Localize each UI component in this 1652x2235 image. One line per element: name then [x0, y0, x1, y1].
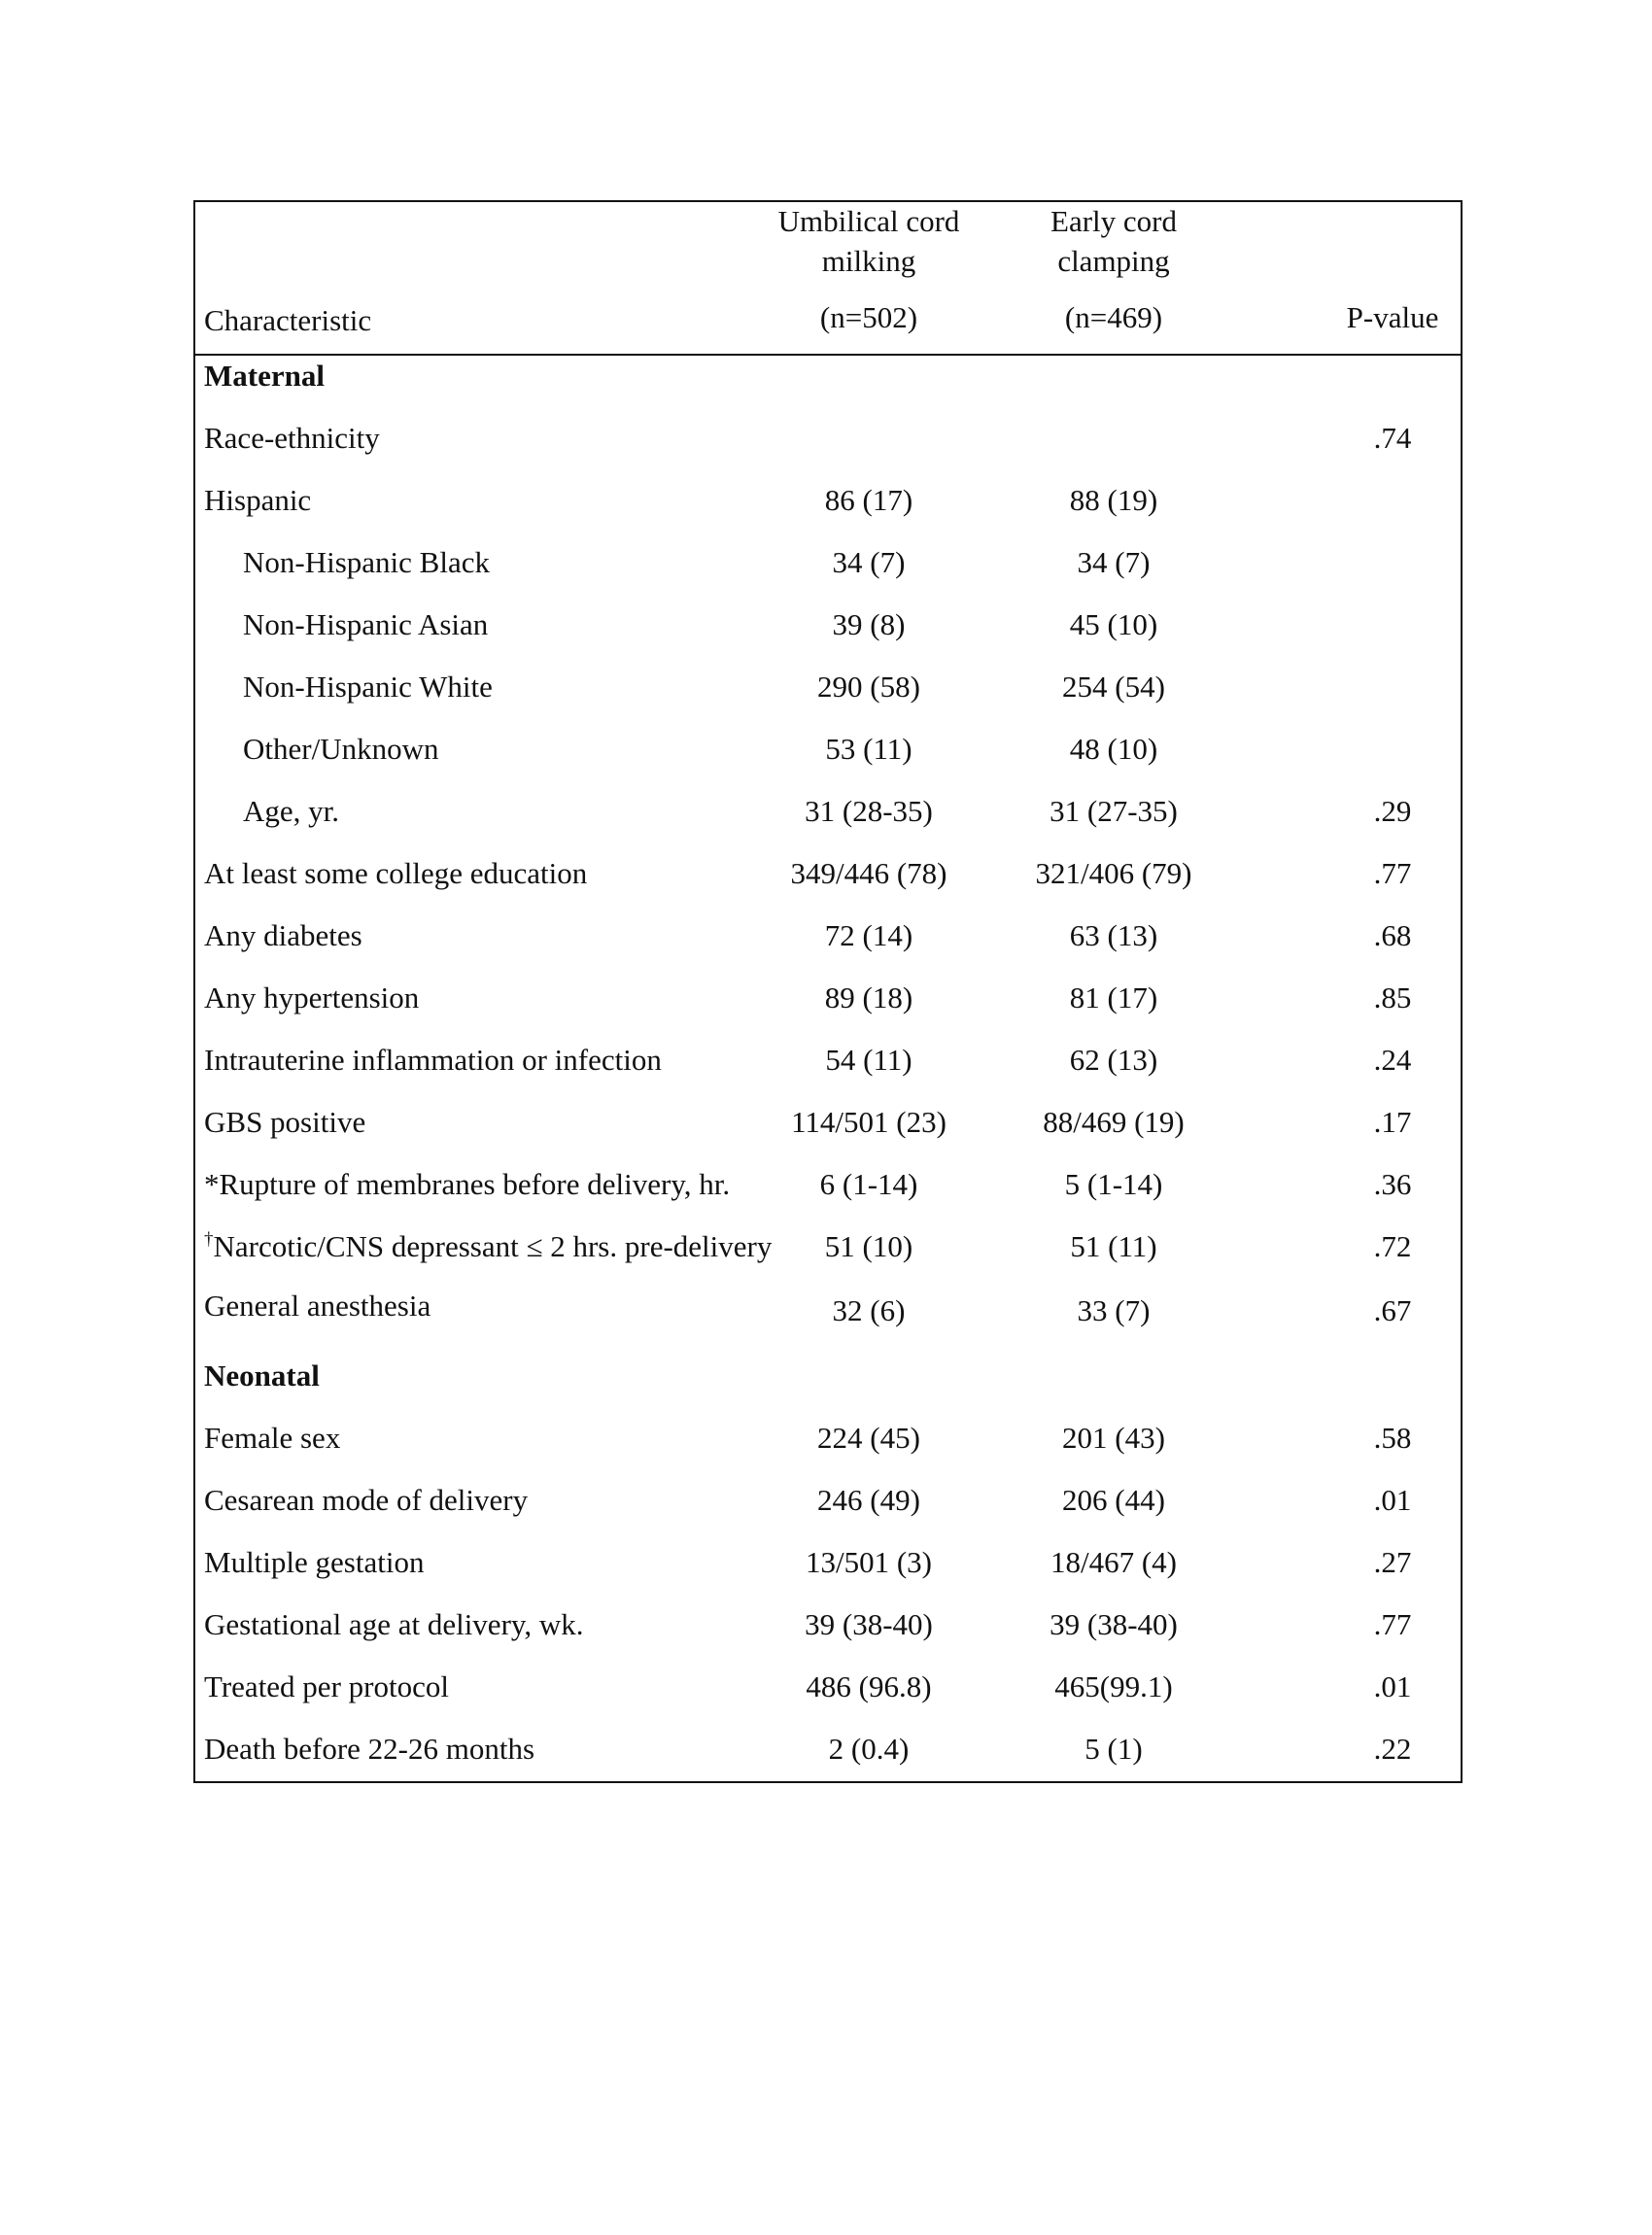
- row-label: Female sex: [204, 1421, 341, 1455]
- section-neonatal: Neonatal: [204, 1358, 320, 1393]
- row-ucm-value: 31 (28-35): [805, 794, 933, 828]
- row-label: Any hypertension: [204, 980, 420, 1014]
- row-label: Hispanic: [204, 483, 312, 517]
- row-ucm-value: 290 (58): [817, 670, 920, 704]
- row-p-value: .01: [1373, 1483, 1412, 1517]
- row-ecc-value: 33 (7): [1077, 1293, 1151, 1327]
- row-ucm-value: 39 (38-40): [805, 1607, 933, 1641]
- row-ecc-value: 206 (44): [1062, 1483, 1165, 1517]
- row-ecc-value: 5 (1): [1084, 1732, 1143, 1766]
- header-ucm-line2: milking: [821, 244, 916, 278]
- row-ecc-value: 63 (13): [1069, 918, 1158, 952]
- row-ecc-value: 88 (19): [1069, 483, 1158, 517]
- row-label-with-footnote: [204, 1229, 772, 1264]
- dagger-footnote-mark: †: [204, 1229, 214, 1250]
- row-ucm-value: 13/501 (3): [805, 1545, 932, 1579]
- row-label: Intrauterine inflammation or infection: [204, 1043, 662, 1077]
- row-p-value: .85: [1373, 980, 1412, 1014]
- row-label: *Rupture of membranes before delivery, hr.: [204, 1167, 731, 1201]
- row-p-value: .01: [1373, 1669, 1412, 1703]
- row-label: Non-Hispanic Black: [243, 545, 490, 579]
- row-ucm-value: 53 (11): [825, 732, 912, 766]
- row-label: Non-Hispanic White: [243, 670, 493, 704]
- header-ecc-n: (n=469): [1064, 300, 1163, 334]
- row-p-value: .68: [1373, 918, 1412, 952]
- row-ecc-value: 51 (11): [1070, 1229, 1157, 1263]
- row-ucm-value: 89 (18): [824, 980, 913, 1014]
- row-ucm-value: 39 (8): [832, 607, 906, 641]
- row-ucm-value: 34 (7): [832, 545, 906, 579]
- row-p-value: .77: [1373, 856, 1412, 890]
- row-ecc-value: 81 (17): [1069, 980, 1158, 1014]
- row-ecc-value: 45 (10): [1069, 607, 1158, 641]
- row-label: Treated per protocol: [204, 1669, 449, 1703]
- row-label: At least some college education: [204, 856, 588, 890]
- row-ucm-value: 349/446 (78): [790, 856, 947, 890]
- row-label: Cesarean mode of delivery: [204, 1483, 529, 1517]
- row-p-value: .36: [1373, 1167, 1412, 1201]
- row-ecc-value: 18/467 (4): [1050, 1545, 1177, 1579]
- row-ecc-value: 5 (1-14): [1064, 1167, 1163, 1201]
- header-ecc-line2: clamping: [1057, 244, 1170, 278]
- row-label: Any diabetes: [204, 918, 362, 952]
- row-ucm-value: 6 (1-14): [819, 1167, 918, 1201]
- row-label: GBS positive: [204, 1105, 366, 1139]
- header-ucm-n: (n=502): [819, 300, 918, 334]
- row-ecc-value: 88/469 (19): [1043, 1105, 1185, 1139]
- row-p-value: .72: [1373, 1229, 1412, 1263]
- row-label: Other/Unknown: [243, 732, 439, 766]
- header-pvalue: P-value: [1346, 300, 1439, 334]
- row-p-value: .24: [1373, 1043, 1412, 1077]
- section-maternal: Maternal: [204, 359, 325, 393]
- row-ecc-value: 62 (13): [1069, 1043, 1158, 1077]
- row-p-value: .29: [1373, 794, 1412, 828]
- row-ucm-value: 2 (0.4): [828, 1732, 910, 1766]
- row-ecc-value: 465(99.1): [1054, 1669, 1173, 1703]
- header-ecc-line1: Early cord: [1050, 204, 1177, 238]
- row-p-value: .17: [1373, 1105, 1412, 1139]
- row-ucm-value: 246 (49): [817, 1483, 920, 1517]
- row-p-value: .77: [1373, 1607, 1412, 1641]
- row-ucm-value: 114/501 (23): [791, 1105, 946, 1139]
- row-p-value: .67: [1373, 1293, 1412, 1327]
- row-p-value: .74: [1373, 421, 1412, 455]
- row-ecc-value: 31 (27-35): [1050, 794, 1178, 828]
- row-ecc-value: 48 (10): [1069, 732, 1158, 766]
- row-ucm-value: 51 (10): [824, 1229, 913, 1263]
- row-ecc-value: 321/406 (79): [1035, 856, 1192, 890]
- row-label: Non-Hispanic Asian: [243, 607, 489, 641]
- row-p-value: .22: [1373, 1732, 1412, 1766]
- row-p-value: .58: [1373, 1421, 1412, 1455]
- header-ucm-line1: Umbilical cord: [777, 204, 960, 238]
- row-ecc-value: 201 (43): [1062, 1421, 1165, 1455]
- row-ucm-value: 54 (11): [825, 1043, 912, 1077]
- header-characteristic: Characteristic: [204, 303, 372, 337]
- row-label: Race-ethnicity: [204, 421, 380, 455]
- row-label: Gestational age at delivery, wk.: [204, 1607, 584, 1641]
- row-ucm-value: 72 (14): [824, 918, 913, 952]
- row-label: Narcotic/CNS depressant ≤ 2 hrs. pre-delivery: [213, 1229, 773, 1263]
- row-ucm-value: 486 (96.8): [806, 1669, 932, 1703]
- row-ecc-value: 39 (38-40): [1050, 1607, 1178, 1641]
- row-ucm-value: 224 (45): [817, 1421, 920, 1455]
- row-label: Multiple gestation: [204, 1545, 425, 1579]
- row-ucm-value: 86 (17): [824, 483, 913, 517]
- row-ucm-value: 32 (6): [832, 1293, 906, 1327]
- row-ecc-value: 34 (7): [1077, 545, 1151, 579]
- row-label: Age, yr.: [243, 794, 340, 828]
- row-ecc-value: 254 (54): [1062, 670, 1165, 704]
- row-label: Death before 22-26 months: [204, 1732, 535, 1766]
- row-label: General anesthesia: [204, 1289, 431, 1323]
- row-p-value: .27: [1373, 1545, 1412, 1579]
